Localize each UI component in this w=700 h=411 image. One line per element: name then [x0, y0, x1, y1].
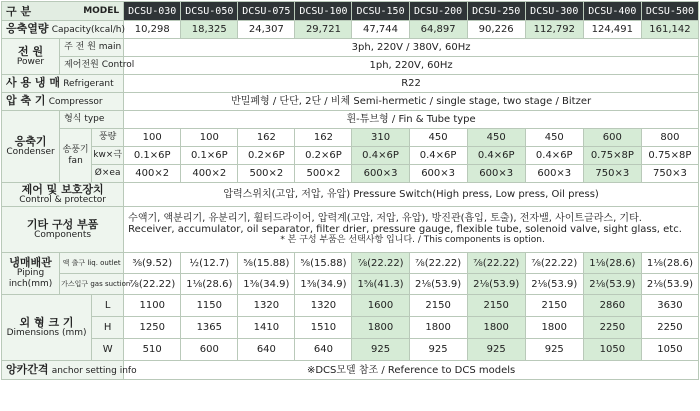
refrigerant-label: 사 용 냉 매 Refrigerant — [2, 75, 124, 93]
fan-dia-value: 750×3 — [583, 165, 641, 183]
fan-dia-value: 600×3 — [352, 165, 409, 183]
fan-kw-value: 0.1×6P — [181, 147, 238, 165]
piping-gas-value: 1⅜(34.9) — [238, 274, 295, 295]
dimension-value: 1600 — [352, 295, 409, 317]
refrigerant-value: R22 — [124, 75, 699, 93]
dimension-value: 2150 — [467, 295, 525, 317]
fan-flow-value: 450 — [467, 129, 525, 147]
condenser-type-value: 휜-튜브형 / Fin & Tube type — [124, 111, 699, 129]
fan-dia-value: 750×3 — [641, 165, 698, 183]
fan-kw-value: 0.4×6P — [409, 147, 467, 165]
power-main-label: 주 전 원 main — [60, 39, 124, 57]
piping-gas-value: 2⅛(53.9) — [641, 274, 698, 295]
dimension-axis-label: W — [92, 339, 124, 361]
fan-flow-value: 800 — [641, 129, 698, 147]
fan-flow-value: 100 — [181, 129, 238, 147]
control-label: 제어 및 보호장치 Control & protector — [2, 183, 124, 207]
piping-gas-label: 가스입구 gas suction — [60, 274, 124, 295]
fan-kw-value: 0.75×8P — [641, 147, 698, 165]
dimension-value: 925 — [467, 339, 525, 361]
fan-flow-value: 450 — [525, 129, 583, 147]
capacity-value: 112,792 — [525, 21, 583, 39]
dimension-value: 1050 — [583, 339, 641, 361]
dimension-value: 3630 — [641, 295, 698, 317]
dimension-value: 2250 — [583, 317, 641, 339]
dimensions-label: 외 형 크 기 Dimensions (mm) — [2, 295, 92, 361]
components-row — [2, 207, 699, 253]
dimension-row-w — [2, 339, 699, 361]
fan-dia-value: 400×2 — [181, 165, 238, 183]
dimension-value: 600 — [181, 339, 238, 361]
dimension-value: 1800 — [352, 317, 409, 339]
model-name: DCSU-075 — [238, 2, 295, 21]
model-name: DCSU-100 — [295, 2, 352, 21]
piping-gas-value: 2⅛(53.9) — [583, 274, 641, 295]
dimension-value: 2150 — [409, 295, 467, 317]
fan-kw-value: 0.2×6P — [295, 147, 352, 165]
piping-liquid-value: 1⅛(28.6) — [583, 253, 641, 274]
fan-flow-value: 310 — [352, 129, 409, 147]
fan-flow-value: 450 — [409, 129, 467, 147]
power-main-value: 3ph, 220V / 380V, 60Hz — [124, 39, 699, 57]
fan-dia-row — [2, 165, 699, 183]
dimension-value: 925 — [352, 339, 409, 361]
dimension-value: 1410 — [238, 317, 295, 339]
dimension-value: 925 — [525, 339, 583, 361]
compressor-row — [2, 93, 699, 111]
dimension-value: 1800 — [525, 317, 583, 339]
dimension-value: 510 — [124, 339, 181, 361]
model-label: MODEL — [83, 5, 120, 16]
fan-flow-row — [2, 129, 699, 147]
control-row — [2, 183, 699, 207]
power-control-value: 1ph, 220V, 60Hz — [124, 57, 699, 75]
piping-gas-value: 2⅛(53.9) — [409, 274, 467, 295]
fan-kw-value: 0.2×6P — [238, 147, 295, 165]
dimension-value: 1510 — [295, 317, 352, 339]
piping-gas-value: 2⅛(53.9) — [525, 274, 583, 295]
control-value: 압력스위치(고압, 저압, 유압) Pressure Switch(High press, Low press, Oil press) — [124, 183, 699, 207]
capacity-row — [2, 21, 699, 39]
anchor-label: 앙카간격 anchor setting info — [2, 361, 124, 380]
capacity-value: 18,325 — [181, 21, 238, 39]
dimension-value: 1100 — [124, 295, 181, 317]
fan-flow-label: 풍량 — [92, 129, 124, 147]
power-label: 전 원 Power — [2, 39, 60, 75]
category-label: 구 분 — [6, 4, 32, 18]
piping-liquid-value: ⅜(9.52) — [124, 253, 181, 274]
fan-dia-value: 400×2 — [124, 165, 181, 183]
fan-kw-value: 0.1×6P — [124, 147, 181, 165]
power-control-row — [2, 57, 699, 75]
dimension-axis-label: L — [92, 295, 124, 317]
dimension-value: 1150 — [181, 295, 238, 317]
fan-kw-row — [2, 147, 699, 165]
capacity-value: 124,491 — [583, 21, 641, 39]
dimension-value: 640 — [238, 339, 295, 361]
model-name: DCSU-030 — [124, 2, 181, 21]
piping-liquid-value: ⅝(15.88) — [238, 253, 295, 274]
fan-kw-value: 0.4×6P — [352, 147, 409, 165]
capacity-value: 47,744 — [352, 21, 409, 39]
power-control-label: 제어전원 Control — [60, 57, 124, 75]
fan-flow-value: 600 — [583, 129, 641, 147]
piping-liquid-value: ⅞(22.22) — [525, 253, 583, 274]
dimension-value: 1800 — [467, 317, 525, 339]
condenser-type-row — [2, 111, 699, 129]
components-line-en: Receiver, accumulator, oil separator, filter drier, pressure gauge, flexible tube, solenoid valve, sight glass, etc. — [128, 224, 682, 235]
capacity-value: 64,897 — [409, 21, 467, 39]
model-name: DCSU-050 — [181, 2, 238, 21]
components-note: * 본 구성 부품은 선택사항 입니다. / This components is option. — [280, 235, 545, 245]
dimension-value: 1320 — [295, 295, 352, 317]
piping-liquid-value: ⅝(15.88) — [295, 253, 352, 274]
piping-label: 냉매배관 Piping inch(mm) — [2, 253, 60, 295]
dimension-row-h — [2, 317, 699, 339]
dimension-value: 2250 — [641, 317, 698, 339]
dimension-value: 925 — [409, 339, 467, 361]
fan-flow-value: 100 — [124, 129, 181, 147]
model-name: DCSU-500 — [641, 2, 698, 21]
capacity-label: 응축열량 Capacity(kcal/h) — [2, 21, 124, 39]
fan-dia-label: Ø×ea — [92, 165, 124, 183]
spec-table — [1, 1, 699, 380]
header-row — [2, 2, 699, 21]
piping-liquid-value: ⅞(22.22) — [409, 253, 467, 274]
dimension-value: 1365 — [181, 317, 238, 339]
fan-kw-value: 0.4×6P — [467, 147, 525, 165]
components-value — [124, 207, 699, 253]
anchor-row — [2, 361, 699, 380]
capacity-value: 24,307 — [238, 21, 295, 39]
capacity-value: 161,142 — [641, 21, 698, 39]
fan-kw-value: 0.75×8P — [583, 147, 641, 165]
piping-gas-value: 2⅛(53.9) — [467, 274, 525, 295]
fan-flow-value: 162 — [238, 129, 295, 147]
dimension-value: 1050 — [641, 339, 698, 361]
components-line-ko: 수액기, 액분리기, 유분리기, 휠터드라이어, 압력계(고압, 저압, 유압), 방진관(흡입, 토출), 전자밸, 사이트글라스, 기타. — [128, 213, 642, 224]
piping-liquid-value: ½(12.7) — [181, 253, 238, 274]
dimension-value: 1320 — [238, 295, 295, 317]
piping-gas-value: 1⅝(41.3) — [352, 274, 409, 295]
piping-liquid-value: ⅞(22.22) — [352, 253, 409, 274]
condenser-type-label: 형식 type — [60, 111, 124, 129]
components-label: 기타 구성 부품 Components — [2, 207, 124, 253]
model-name: DCSU-300 — [525, 2, 583, 21]
condenser-label: 응축기 Condenser — [2, 111, 60, 183]
dimension-value: 1800 — [409, 317, 467, 339]
dimension-value: 2860 — [583, 295, 641, 317]
piping-gas-row — [2, 274, 699, 295]
anchor-value: ※DCS모델 참조 / Reference to DCS models — [124, 361, 699, 380]
dimension-axis-label: H — [92, 317, 124, 339]
compressor-value: 반밀폐형 / 단단, 2단 / 비체 Semi-hermetic / single stage, two stage / Bitzer — [124, 93, 699, 111]
fan-dia-value: 500×2 — [295, 165, 352, 183]
power-main-row — [2, 39, 699, 57]
fan-label: 송풍기 fan — [60, 129, 92, 183]
piping-liquid-label: 액 출구 liq. outlet — [60, 253, 124, 274]
model-name: DCSU-250 — [467, 2, 525, 21]
model-name: DCSU-200 — [409, 2, 467, 21]
fan-dia-value: 500×2 — [238, 165, 295, 183]
model-name: DCSU-150 — [352, 2, 409, 21]
refrigerant-row — [2, 75, 699, 93]
fan-dia-value: 600×3 — [525, 165, 583, 183]
capacity-value: 90,226 — [467, 21, 525, 39]
piping-liquid-row — [2, 253, 699, 274]
dimension-value: 640 — [295, 339, 352, 361]
dimension-value: 2150 — [525, 295, 583, 317]
capacity-value: 29,721 — [295, 21, 352, 39]
piping-gas-value: 1⅛(28.6) — [181, 274, 238, 295]
fan-kw-value: 0.4×6P — [525, 147, 583, 165]
model-name: DCSU-400 — [583, 2, 641, 21]
fan-dia-value: 600×3 — [409, 165, 467, 183]
piping-gas-value: ⅞(22.22) — [124, 274, 181, 295]
dimension-row-l — [2, 295, 699, 317]
piping-liquid-value: 1⅛(28.6) — [641, 253, 698, 274]
fan-kw-label: kw×극 — [92, 147, 124, 165]
piping-gas-value: 1⅜(34.9) — [295, 274, 352, 295]
piping-liquid-value: ⅞(22.22) — [467, 253, 525, 274]
compressor-label: 압 축 기 Compressor — [2, 93, 124, 111]
model-header-cell — [2, 2, 124, 21]
fan-flow-value: 162 — [295, 129, 352, 147]
fan-dia-value: 600×3 — [467, 165, 525, 183]
dimension-value: 1250 — [124, 317, 181, 339]
capacity-value: 10,298 — [124, 21, 181, 39]
